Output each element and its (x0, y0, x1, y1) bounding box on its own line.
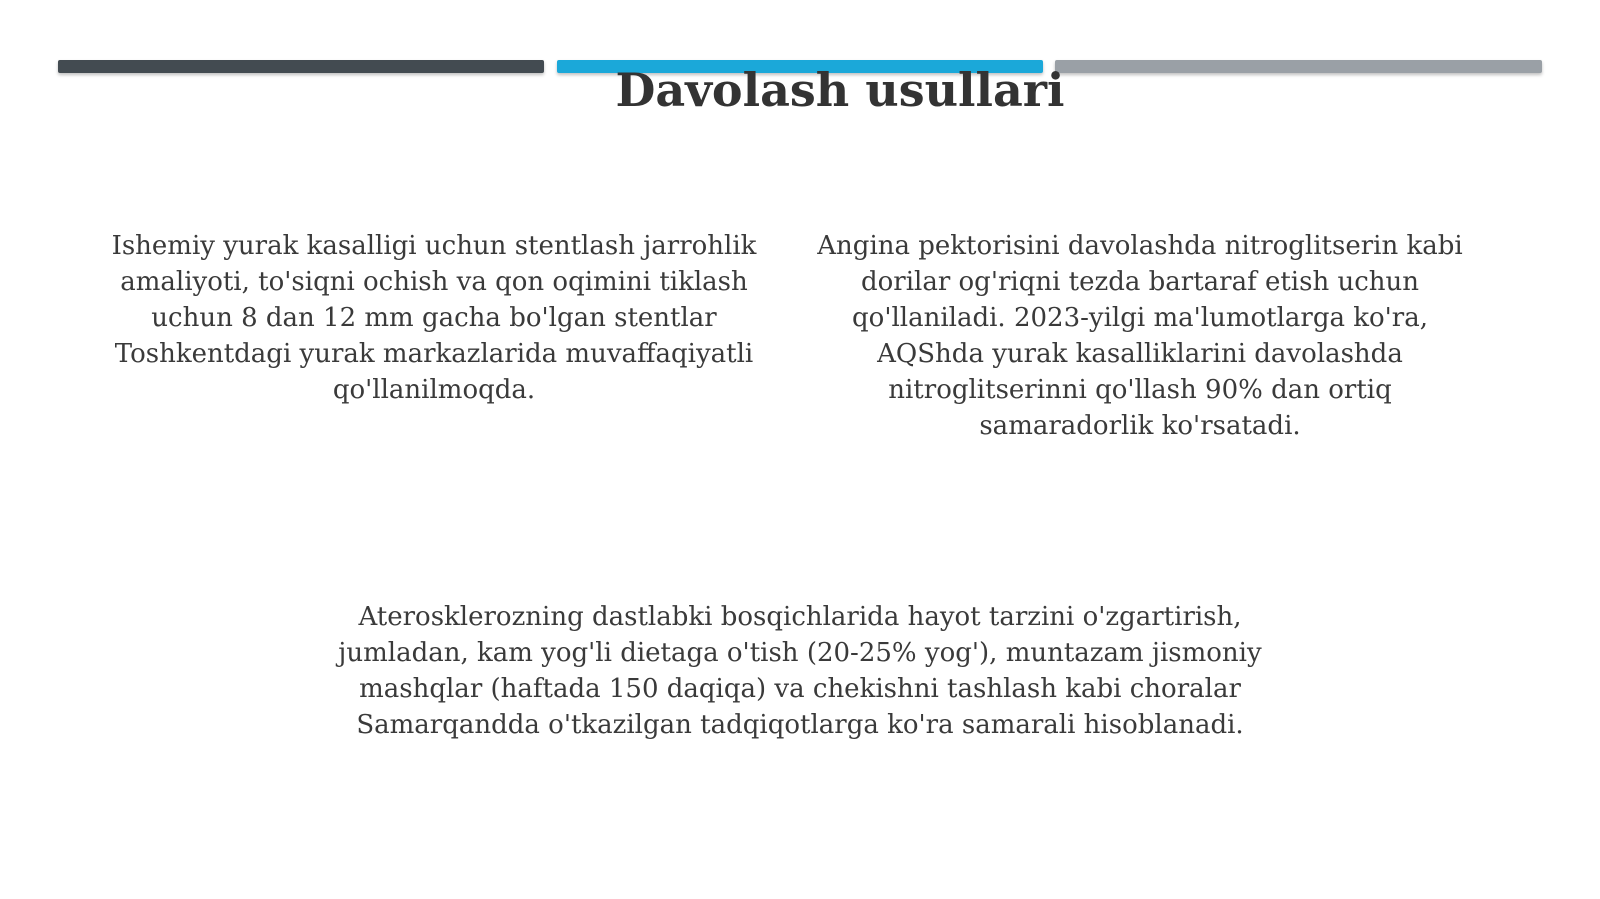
paragraph-stenting: Ishemiy yurak kasalligi uchun stentlash jarrohlik amaliyoti, to'siqni ochish va qon oqimini tiklash uchun 8 dan 12 mm gacha bo'lgan stentlar Toshkentdagi yurak markazlarida muvaffaqiyatli qo'llanilmoqda. (111, 231, 757, 405)
paragraph-lifestyle: Aterosklerozning dastlabki bosqichlarida hayot tarzini o'zgartirish, jumladan, kam yog'li dietaga o'tish (20-25% yog'), muntazam jismoniy mashqlar (haftada 150 daqiqa) va chekishni tashlash kabi choralar Samarqandda o'tkazilgan tadqiqotlarga ko'ra samarali hisoblanadi. (338, 602, 1262, 740)
title-area (0, 0, 1600, 130)
slide-title: Davolash usullari (615, 63, 1065, 117)
paragraph-nitroglycerin: Angina pektorisini davolashda nitroglitserin kabi dorilar og'riqni tezda bartaraf etish uchun qo'llaniladi. 2023-yilgi ma'lumotlarga ko'ra, AQShda yurak kasalliklarini davolashda nitroglitserinni qo'llash 90% dan ortiq samaradorlik ko'rsatadi. (817, 231, 1463, 441)
